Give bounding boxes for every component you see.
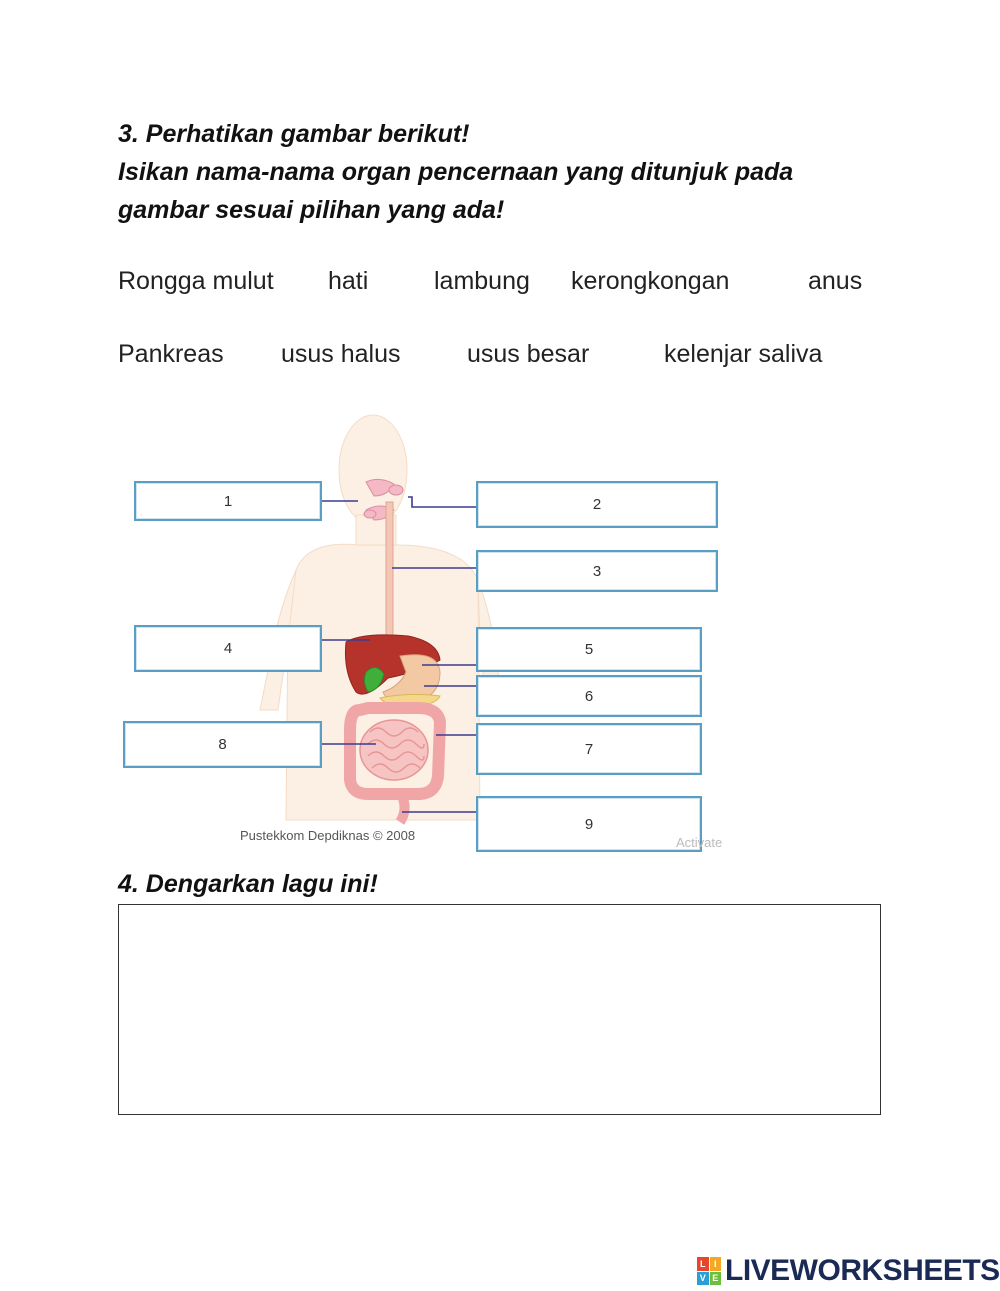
small-intestine xyxy=(360,720,428,780)
word-bank-item: kelenjar saliva xyxy=(664,340,823,368)
answer-box-6[interactable]: 6 xyxy=(476,675,702,717)
liveworksheets-logo-icon xyxy=(697,1257,721,1285)
word-bank-item: usus besar xyxy=(467,340,590,368)
digestive-system-diagram xyxy=(118,410,738,860)
answer-box-8[interactable]: 8 xyxy=(123,721,322,768)
answer-box-2[interactable]: 2 xyxy=(476,481,718,528)
brand-name: LIVEWORKSHEETS xyxy=(725,1254,1000,1287)
answer-box-9[interactable]: 9 xyxy=(476,796,702,852)
rectum xyxy=(400,796,405,822)
answer-box-1[interactable]: 1 xyxy=(134,481,322,521)
question-3-title-line-1: 3. Perhatikan gambar berikut! xyxy=(118,120,470,148)
word-bank-item: Rongga mulut xyxy=(118,267,274,295)
word-bank-item: anus xyxy=(808,267,863,295)
audio-embed-box[interactable] xyxy=(118,904,881,1115)
question-3-title-line-2: Isikan nama-nama organ pencernaan yang ditunjuk pada xyxy=(118,158,794,186)
word-bank-item: Pankreas xyxy=(118,340,224,368)
word-bank-item: hati xyxy=(328,267,369,295)
logo-letter: L xyxy=(697,1257,709,1271)
logo-letter: I xyxy=(710,1257,722,1271)
activate-watermark: Activate xyxy=(676,835,723,850)
logo-letter: V xyxy=(697,1272,709,1286)
word-bank-item: lambung xyxy=(434,267,530,295)
word-bank-item: usus halus xyxy=(281,340,401,368)
image-credit: Pustekkom Depdiknas © 2008 xyxy=(240,828,416,843)
answer-box-5[interactable]: 5 xyxy=(476,627,702,672)
question-4-title: 4. Dengarkan lagu ini! xyxy=(118,870,378,898)
answer-box-4[interactable]: 4 xyxy=(134,625,322,672)
answer-box-7[interactable]: 7 xyxy=(476,723,702,775)
question-3-title-line-3: gambar sesuai pilihan yang ada! xyxy=(118,196,505,224)
word-bank-item: kerongkongan xyxy=(571,267,730,295)
esophagus xyxy=(386,502,393,652)
answer-box-3[interactable]: 3 xyxy=(476,550,718,592)
logo-letter: E xyxy=(710,1272,722,1286)
liveworksheets-brand xyxy=(697,1252,1000,1290)
